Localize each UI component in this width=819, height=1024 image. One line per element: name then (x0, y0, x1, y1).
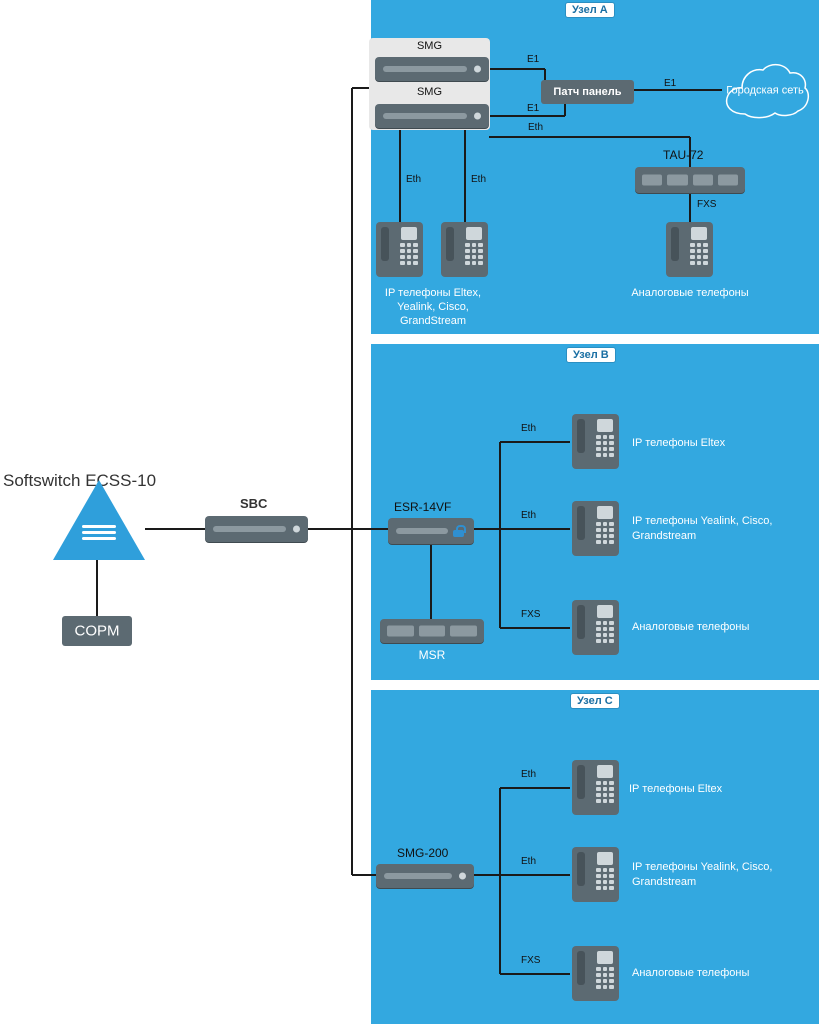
city-network-cloud (719, 56, 811, 126)
msr-slots (387, 626, 477, 637)
softswitch-title: Softswitch ECSS-10 (3, 471, 157, 490)
phone-handset (446, 227, 454, 261)
phone-handset (381, 227, 389, 261)
tau-label: TAU-72 (663, 148, 704, 162)
smg200-front-bar (384, 873, 452, 879)
copm-label: COPM (74, 622, 120, 640)
copm-box (62, 616, 132, 646)
smg200-label: SMG-200 (397, 846, 449, 860)
esr-front-bar (396, 528, 448, 534)
smg200-device (376, 864, 474, 888)
endpoint-c2-label: IP телефоны Yealink, Cisco, Grandstream (632, 861, 773, 888)
phone-keypad (690, 243, 708, 265)
link-label-eth-phone2: Eth (471, 174, 487, 185)
softswitch-glyph (82, 522, 116, 543)
endpoint-b1-label: IP телефоны Eltex (632, 437, 726, 449)
smg-top-device (375, 57, 489, 81)
endpoint-b2-label: IP телефоны Yealink, Cisco, Grandstream (632, 515, 773, 542)
phone-screen (597, 506, 613, 519)
link-label-c-row2: Eth (521, 856, 537, 867)
node-badge-a: Узел A (565, 2, 615, 18)
link-label-e1-city: E1 (664, 78, 677, 89)
smg-bottom-front-bar (383, 113, 467, 119)
phone-screen (597, 765, 613, 778)
ip-phone-c1 (572, 760, 619, 815)
phone-screen (466, 227, 482, 240)
phone-handset (577, 852, 585, 886)
node-badge-b: Узел B (566, 347, 616, 363)
phone-keypad (596, 621, 614, 643)
patch-panel-device (541, 80, 634, 104)
phone-screen (597, 605, 613, 618)
phone-handset (577, 951, 585, 985)
link-label-c-row1: Eth (521, 769, 537, 780)
phone-keypad (596, 522, 614, 544)
msr-slot (450, 626, 477, 637)
tau-slots (642, 175, 738, 186)
ip-phone-a1 (376, 222, 423, 277)
sbc-led (293, 526, 300, 533)
tau-slot (642, 175, 662, 186)
msr-label: MSR (418, 648, 446, 662)
phone-screen (691, 227, 707, 240)
ip-phone-b1 (572, 414, 619, 469)
msr-slot (387, 626, 414, 637)
phone-handset (577, 605, 585, 639)
smg200-led (459, 873, 466, 880)
city-network-label: Городская сеть (726, 84, 804, 97)
analog-phone-b (572, 600, 619, 655)
phone-keypad (596, 781, 614, 803)
link-label-b-row3: FXS (521, 609, 541, 620)
tau-slot (667, 175, 687, 186)
lock-icon (453, 525, 464, 537)
sbc-device (205, 516, 308, 542)
ip-phone-c2 (572, 847, 619, 902)
link-label-e1-bottom: E1 (527, 103, 540, 114)
link-label-eth-tau: Eth (528, 122, 544, 133)
esr-label: ESR-14VF (394, 500, 452, 514)
link-label-eth-phone1: Eth (406, 174, 422, 185)
tau-slot (693, 175, 713, 186)
softswitch-icon (53, 480, 145, 560)
phone-screen (597, 951, 613, 964)
smg-top-led (474, 66, 481, 73)
ip-phone-b2 (572, 501, 619, 556)
phone-keypad (596, 868, 614, 890)
msr-device (380, 619, 484, 643)
endpoint-c3-label: Аналоговые телефоны (632, 967, 750, 979)
phone-keypad (596, 967, 614, 989)
phone-keypad (400, 243, 418, 265)
smg-bottom-label: SMG (416, 86, 443, 98)
phone-screen (597, 419, 613, 432)
endpoint-c1-label: IP телефоны Eltex (629, 783, 723, 795)
analog-phone-a (666, 222, 713, 277)
phone-screen (401, 227, 417, 240)
smg-top-label: SMG (416, 40, 443, 52)
analog-phone-c (572, 946, 619, 1001)
link-label-c-row3: FXS (521, 955, 541, 966)
tau-device (635, 167, 745, 193)
phone-keypad (465, 243, 483, 265)
ip-phone-a2 (441, 222, 488, 277)
node-badge-c: Узел C (570, 693, 620, 709)
phone-screen (597, 852, 613, 865)
phone-handset (671, 227, 679, 261)
link-label-fxs-analog-a: FXS (697, 199, 717, 210)
phone-handset (577, 506, 585, 540)
smg-top-front-bar (383, 66, 467, 72)
link-label-e1-top: E1 (527, 54, 540, 65)
smg-bottom-led (474, 113, 481, 120)
esr-device (388, 518, 474, 544)
tau-slot (718, 175, 738, 186)
sbc-front-bar (213, 526, 286, 532)
smg-bottom-device (375, 104, 489, 128)
link-label-b-row1: Eth (521, 423, 537, 434)
link-label-b-row2: Eth (521, 510, 537, 521)
endpoint-b3-label: Аналоговые телефоны (632, 621, 750, 633)
patch-panel-label: Патч панель (553, 86, 622, 98)
sbc-label: SBC (240, 496, 268, 511)
phone-handset (577, 419, 585, 453)
analog-phones-a-label: Аналоговые телефоны (631, 287, 749, 299)
phone-keypad (596, 435, 614, 457)
phone-handset (577, 765, 585, 799)
ip-phones-a-label: IP телефоны Eltex, Yealink, Cisco, GrandStream (384, 287, 482, 327)
msr-slot (419, 626, 446, 637)
